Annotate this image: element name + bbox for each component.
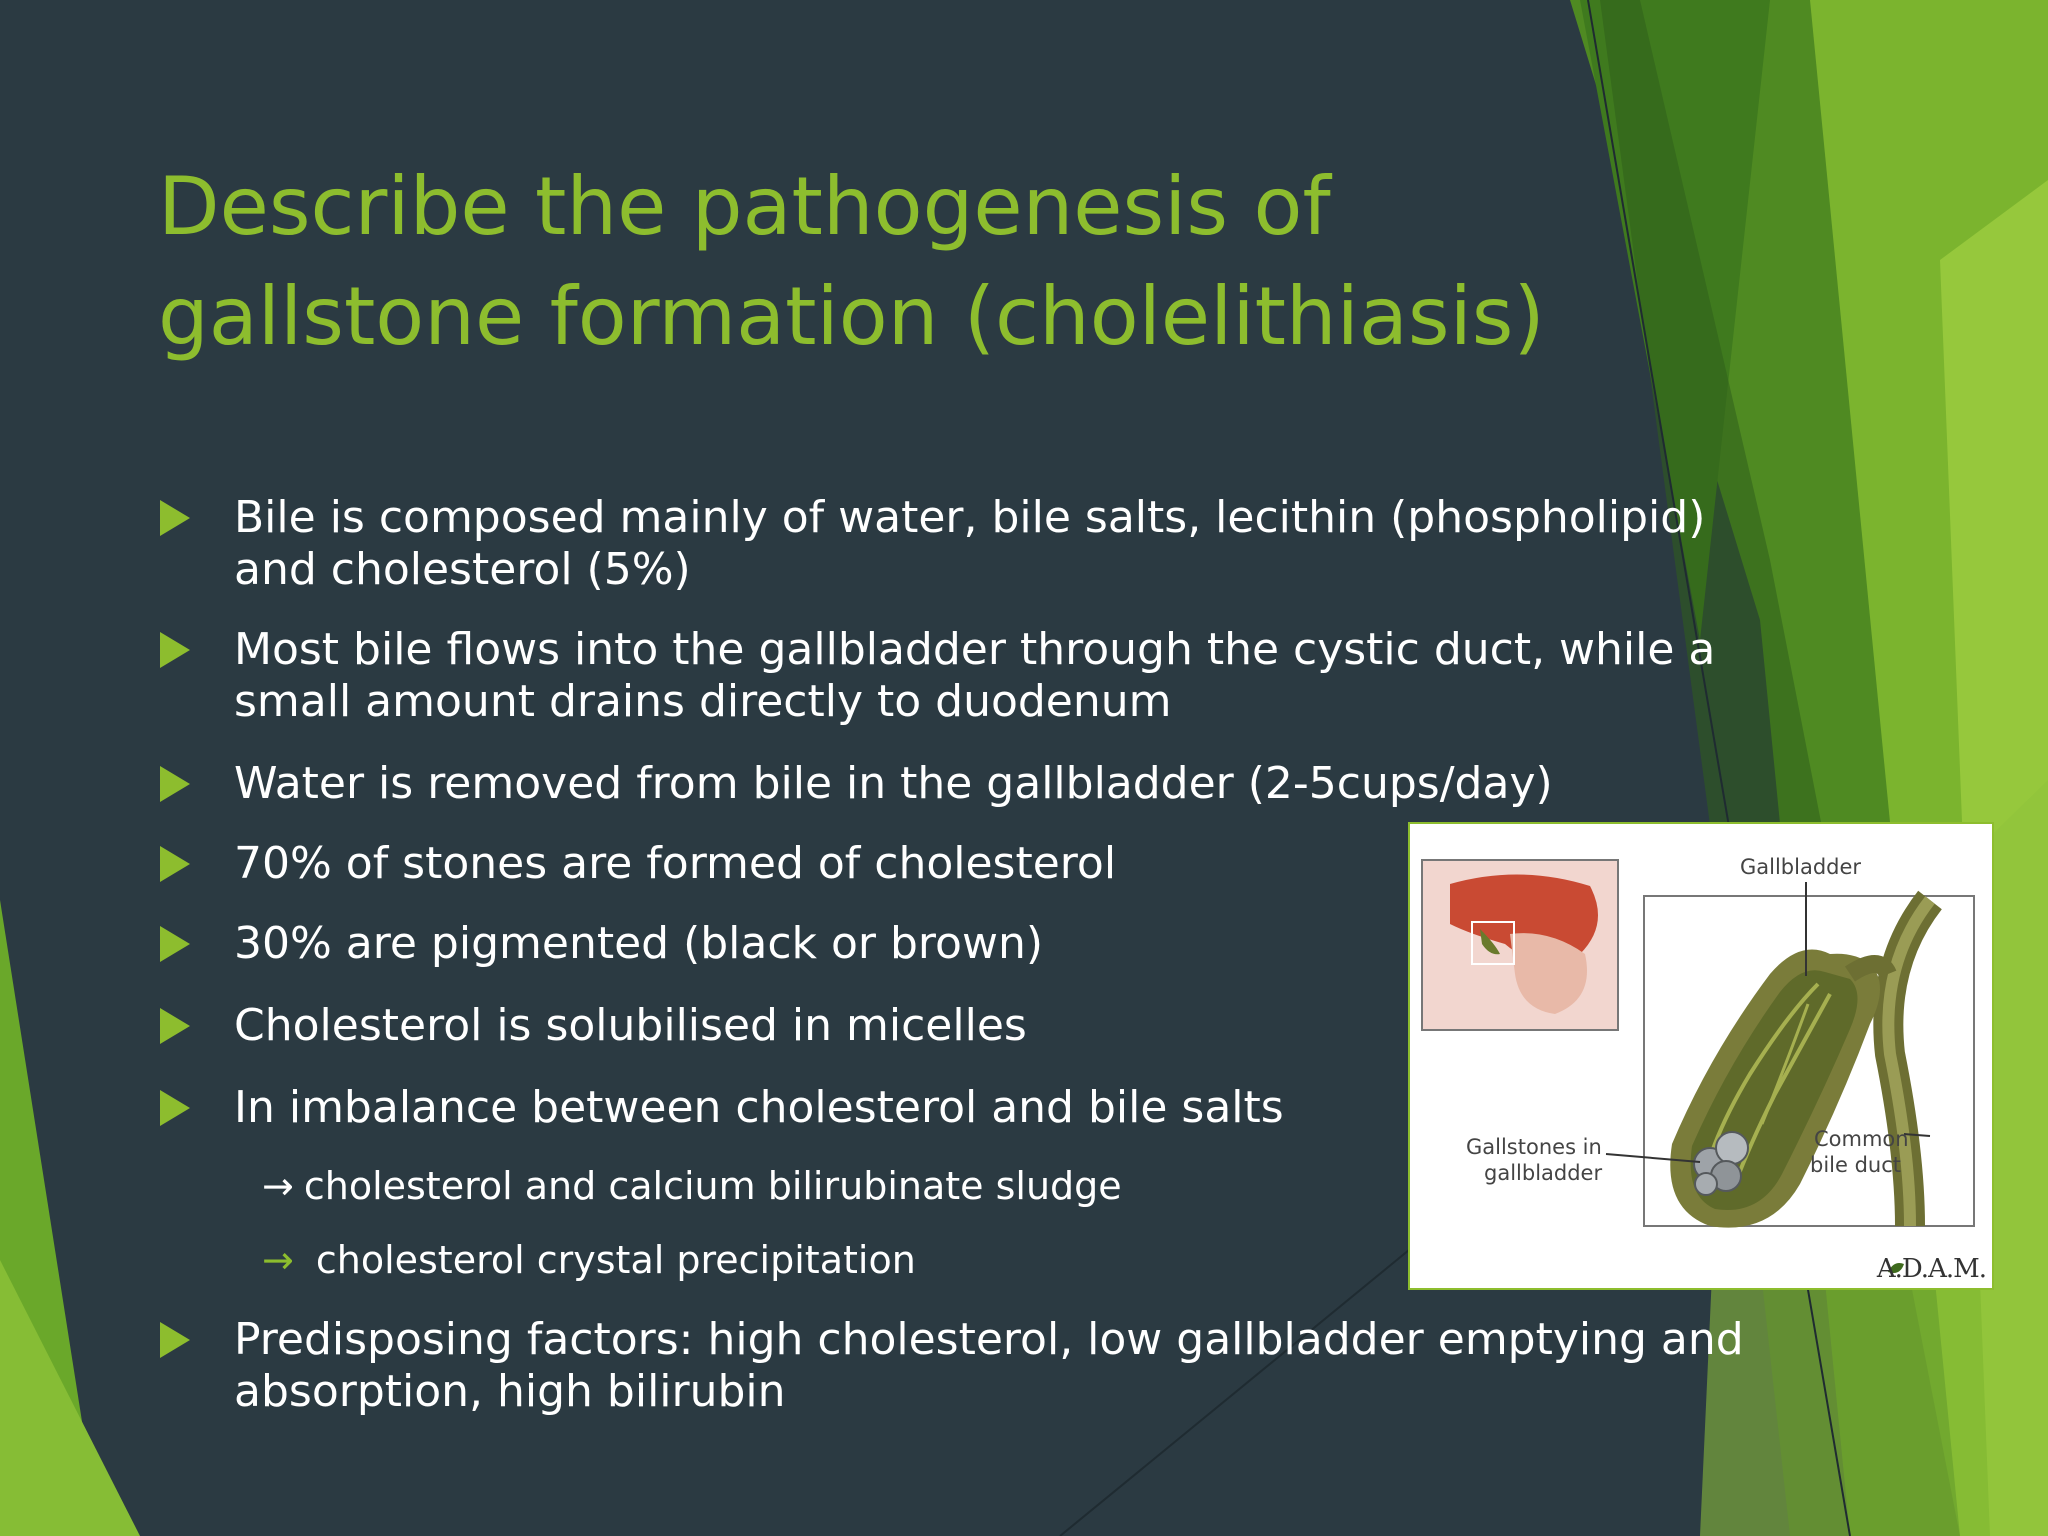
sub-bullet-item (262, 1162, 1362, 1210)
label-duct-line-1: Common (1814, 1127, 1909, 1151)
adam-logo-text: A.D.A.M. (1876, 1254, 1986, 1284)
gallbladder-illustration (1408, 822, 1994, 1290)
slide-title-line-2: gallstone formation (cholelithiasis) (158, 270, 1545, 363)
bullet-text-line: absorption, high bilirubin (234, 1366, 786, 1417)
bullet-item (234, 1314, 1744, 1418)
right-arrow-icon: → (262, 1238, 294, 1282)
sub-bullet-item (262, 1236, 1362, 1284)
green-triangle-icon (160, 632, 190, 668)
label-gallstones-line-2: gallbladder (1484, 1161, 1603, 1185)
bullet-text-line: In imbalance between cholesterol and bile salts (234, 1082, 1284, 1133)
slide-title-line-1: Describe the pathogenesis of (158, 160, 1331, 253)
bullet-text-line: Water is removed from bile in the gallbladder (2-5cups/day) (234, 758, 1553, 809)
sub-bullet-text: cholesterol and calcium bilirubinate sludge (303, 1164, 1122, 1208)
anatomy-drawing (1410, 824, 1994, 1290)
green-triangle-icon (160, 1322, 190, 1358)
right-arrow-icon: → (262, 1164, 294, 1208)
bullet-text-line: 70% of stones are formed of cholesterol (234, 838, 1117, 889)
bullet-item (234, 624, 1734, 728)
bullet-text-line: Bile is composed mainly of water, bile salts, lecithin (phospholipid) (234, 492, 1706, 543)
green-triangle-icon (160, 1090, 190, 1126)
green-triangle-icon (160, 926, 190, 962)
green-triangle-icon (160, 500, 190, 536)
green-triangle-icon (160, 846, 190, 882)
bullet-text-line: 30% are pigmented (black or brown) (234, 918, 1044, 969)
bullet-item (234, 492, 1734, 596)
sub-bullet-text: cholesterol crystal precipitation (315, 1238, 916, 1282)
bullet-text-line: Cholesterol is solubilised in micelles (234, 1000, 1027, 1051)
green-triangle-icon (160, 1008, 190, 1044)
label-gallbladder: Gallbladder (1740, 855, 1862, 879)
bullet-text-line: small amount drains directly to duodenum (234, 676, 1172, 727)
bullet-text-line: and cholesterol (5%) (234, 544, 691, 595)
label-duct-line-2: bile duct (1810, 1153, 1902, 1177)
bullet-text-line: Predisposing factors: high cholesterol, low gallbladder emptying and (234, 1314, 1744, 1365)
bullet-text-line: Most bile flows into the gallbladder through the cystic duct, while a (234, 624, 1716, 675)
bullet-item (234, 758, 1734, 810)
label-gallstones-line-1: Gallstones in (1466, 1135, 1602, 1159)
green-triangle-icon (160, 766, 190, 802)
